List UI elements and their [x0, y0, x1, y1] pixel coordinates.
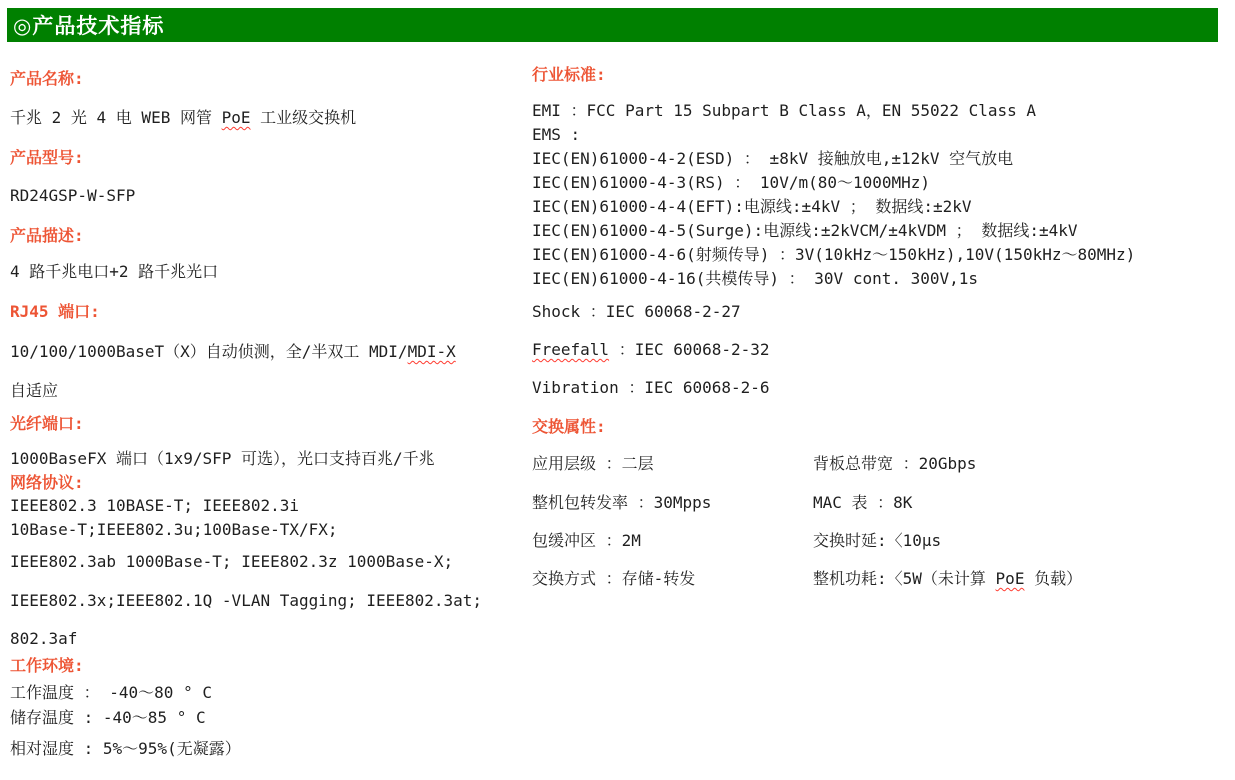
section-header-bar	[7, 8, 1218, 42]
shock-text: Shock ：IEC 60068-2-27	[532, 302, 741, 321]
heading-rj45-port: RJ45 端口:	[10, 302, 100, 321]
product-desc-text: 4 路千兆电口+2 路千兆光口	[10, 262, 219, 281]
protocol-line: 10Base-T;IEEE802.3u;100Base-TX/FX;	[10, 520, 338, 539]
left-column	[10, 42, 532, 761]
heading-switch-attributes: 交换属性:	[532, 417, 606, 436]
iec-line: IEC(EN)61000-4-2(ESD) ： ±8kV 接触放电,±12kV 空气放电	[532, 149, 1014, 168]
heading-product-name: 产品名称:	[10, 69, 84, 88]
rj45-pre: 10/100/1000BaseT（X）自动侦测，全/半双工 MDI/	[10, 342, 408, 361]
power-post: 负载）	[1024, 569, 1083, 588]
switch-attr-buffer: 包缓冲区 ：2M	[532, 531, 641, 550]
protocol-line: IEEE802.3ab 1000Base-T; IEEE802.3z 1000Base-X;	[10, 552, 454, 571]
emi-text: EMI ：FCC Part 15 Subpart B Class A，EN 55022 Class A	[532, 101, 1037, 120]
vibration-text: Vibration ：IEC 60068-2-6	[532, 378, 770, 397]
product-model-text: RD24GSP-W-SFP	[10, 186, 136, 205]
protocol-line: IEEE802.3 10BASE-T; IEEE802.3i	[10, 496, 299, 515]
power-pre: 整机功耗:〈5W（未计算	[813, 569, 996, 588]
rj45-port-text	[10, 340, 532, 364]
fiber-port-text: 1000BaseFX 端口（1x9/SFP 可选），光口支持百兆/千兆	[10, 449, 435, 468]
switch-attr-row	[532, 529, 1235, 553]
iec-line: IEC(EN)61000-4-6(射频传导) ：3V(10kHz～150kHz),10V(150kHz～80MHz)	[532, 245, 1136, 264]
spellcheck-word-freefall: Freefall	[532, 340, 610, 359]
env-line-operating-temp: 工作温度 ： -40～80 ° C	[10, 683, 212, 702]
switch-attr-backplane: 背板总带宽 ：20Gbps	[813, 454, 977, 473]
product-name-text	[10, 106, 532, 130]
freefall-post: ：IEC 60068-2-32	[609, 340, 770, 359]
switch-attr-row	[532, 452, 1235, 476]
heading-work-environment: 工作环境:	[10, 656, 84, 675]
heading-product-desc: 产品描述:	[10, 226, 84, 245]
rj45-port-text-2: 自适应	[10, 381, 59, 400]
section-title: ◎产品技术指标	[13, 14, 165, 38]
switch-attr-mac-table: MAC 表 ：8K	[813, 493, 913, 512]
switch-attr-app-layer: 应用层级 ：二层	[532, 454, 654, 473]
product-name-pre: 千兆 2 光 4 电 WEB 网管	[10, 108, 222, 127]
spellcheck-word-poe-2: PoE	[995, 569, 1025, 588]
iec-line: IEC(EN)61000-4-16(共模传导) ： 30V cont. 300V,1s	[532, 269, 979, 288]
protocol-line: IEEE802.3x;IEEE802.1Q -VLAN Tagging; IEEE802.3at;	[10, 591, 483, 610]
switch-attr-row	[532, 491, 1235, 515]
spellcheck-word-poe: PoE	[221, 108, 251, 127]
product-name-post: 工业级交换机	[250, 108, 357, 127]
spellcheck-word-mdix: MDI-X	[407, 342, 456, 361]
switch-attr-latency: 交换时延:〈10μs	[813, 531, 942, 550]
switch-attr-row	[532, 567, 1235, 591]
protocol-line: 802.3af	[10, 629, 78, 648]
content-columns	[0, 42, 1235, 761]
switch-attr-forward-rate: 整机包转发率 ：30Mpps	[532, 493, 712, 512]
heading-industry-standards: 行业标准:	[532, 65, 606, 84]
switch-attr-power	[813, 567, 1235, 591]
iec-line: IEC(EN)61000-4-4(EFT):电源线:±4kV ； 数据线:±2kV	[532, 197, 972, 216]
iec-line: IEC(EN)61000-4-5(Surge):电源线:±2kVCM/±4kVDM ； 数据线:±4kV	[532, 221, 1078, 240]
freefall-text	[532, 338, 1235, 362]
heading-product-model: 产品型号:	[10, 148, 84, 167]
env-line-humidity: 相对湿度 : 5%～95%(无凝露）	[10, 739, 241, 758]
heading-fiber-port: 光纤端口:	[10, 414, 84, 433]
switch-attr-switch-mode: 交换方式 ：存储-转发	[532, 569, 696, 588]
right-column	[532, 42, 1235, 591]
env-line-storage-temp: 储存温度 : -40～85 ° C	[10, 708, 206, 727]
iec-line: IEC(EN)61000-4-3(RS) ： 10V/m(80～1000MHz)	[532, 173, 931, 192]
heading-network-protocol: 网络协议:	[10, 473, 84, 492]
ems-text: EMS :	[532, 125, 581, 144]
